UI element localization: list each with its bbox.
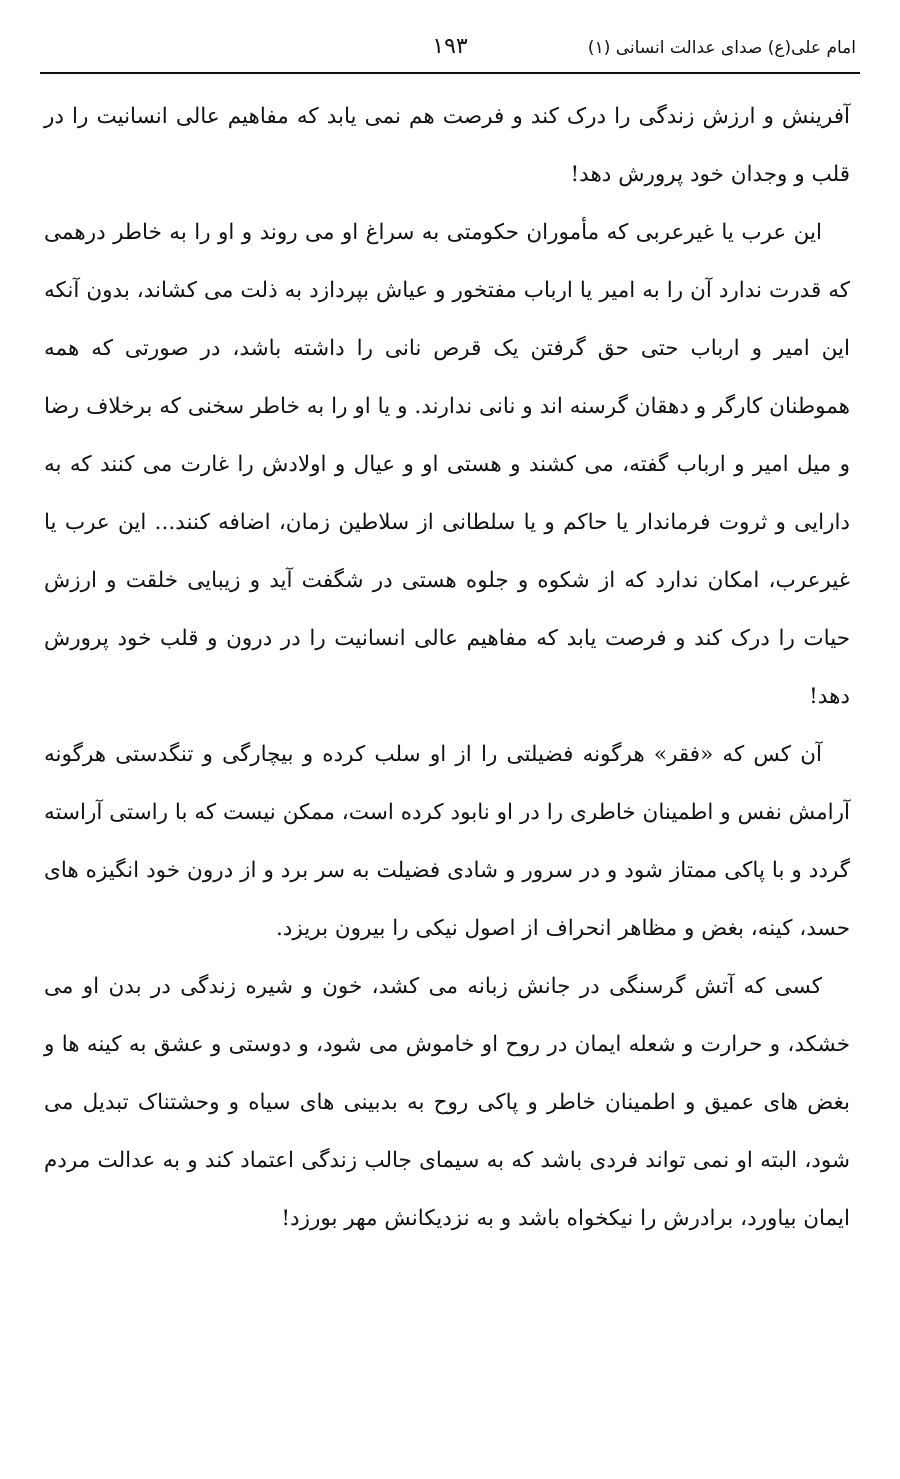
- paragraph: این عرب یا غیرعربی که مأموران حکومتی به سراغ او می روند و او را به خاطر درهمی که قدرت ندارد آن را به امیر یا ارباب مفتخور و عیاش بپردازد به ذلت می کشاند، بدون آنکه این امیر و ارباب حتی حق گرفتن یک قرص نانی را داشته باشد، در صورتی که همه هموطنان کارگر و دهقان گرسنه اند و نانی ندارند. و یا او را به خاطر سخنی که برخلاف رضا و میل امیر و ارباب گفته، می کشند و هستی او و عیال و اولادش را غارت می کنند که به دارایی و ثروت فرماندار یا حاکم و یا سلطانی از سلاطین زمان، اضافه کنند... این عرب یا غیرعرب، امکان ندارد که از شکوه و جلوه هستی در شگفت آید و زیبایی خلقت و ارزش حیات را درک کند و فرصت یابد که مفاهیم عالی انسانیت را در درون و قلب خود پرورش دهد!: [44, 220, 850, 709]
- header-divider: [40, 72, 860, 74]
- page-header: [44, 34, 856, 68]
- paragraph-continuation: آفرینش و ارزش زندگی را درک کند و فرصت هم نمی یابد که مفاهیم عالی انسانیت را در قلب و وجدان خود پرورش دهد!: [44, 104, 850, 187]
- running-title: امام علی(ع) صدای عدالت انسانی (۱): [587, 38, 856, 58]
- body-text: [44, 88, 850, 1248]
- paragraph: آن کس که «فقر» هرگونه فضیلتی را از او سلب کرده و بیچارگی و تنگدستی هرگونه آرامش نفس و اطمینان خاطری را در او نابود کرده است، ممکن نیست که با راستی آراسته گردد و با پاکی ممتاز شود و در سرور و شادی فضیلت به سر برد و از درون خود انگیزه های حسد، کینه، بغض و مظاهر انحراف از اصول نیکی را بیرون بریزد.: [44, 742, 850, 941]
- page-number: ۱۹۳: [432, 34, 468, 59]
- paragraph: کسی که آتش گرسنگی در جانش زبانه می کشد، خون و شیره زندگی در بدن او می خشکد، و حرارت و شعله ایمان در روح او خاموش می شود، و دوستی و عشق به کینه ها و بغض های عمیق و اطمینان خاطر و پاکی روح به بدبینی های سیاه و وحشتناک تبدیل می شود، البته او نمی تواند فردی باشد که به سیمای جالب زندگی اعتماد کند و به عدالت مردم ایمان بیاورد، برادرش را نیکخواه باشد و به نزدیکانش مهر بورزد!: [44, 974, 850, 1231]
